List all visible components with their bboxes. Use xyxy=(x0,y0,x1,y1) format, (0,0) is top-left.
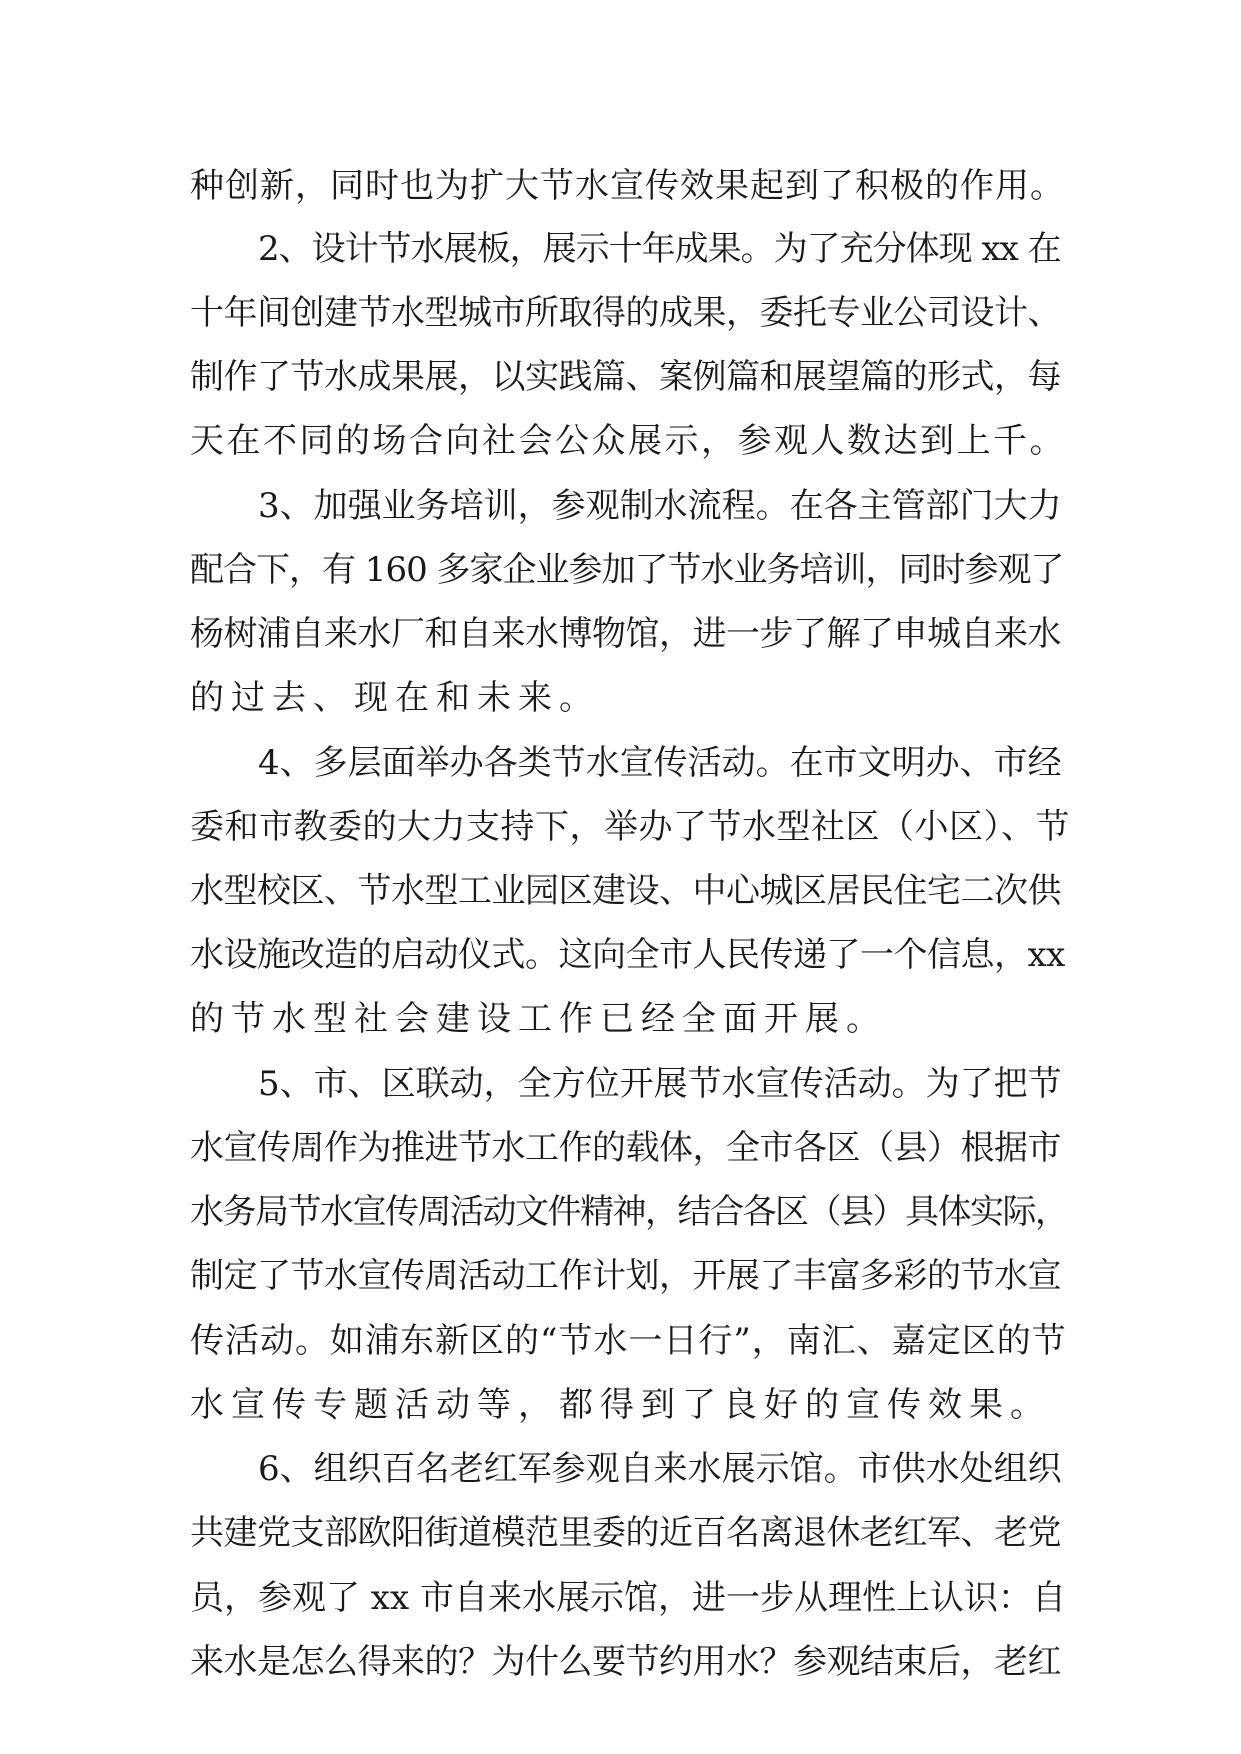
paragraph-2-line-1: 2、设计节水展板，展示十年成果。为了充分体现 xx 在 xyxy=(258,229,1061,269)
paragraph-3-line-1: 3、加强业务培训，参观制水流程。在各主管部门大力 xyxy=(258,486,1062,526)
paragraph-4-line-4: 水设施改造的启动仪式。这向全市人民传递了一个信息，xx xyxy=(190,935,1065,975)
paragraph-5-line-2: 水宣传周作为推进节水工作的载体，全市各区（县）根据市 xyxy=(190,1128,1061,1168)
paragraph-4-line-3: 水型校区、节水型工业园区建设、中心城区居民住宅二次供 xyxy=(190,871,1061,911)
paragraph-5-line-1: 5、市、区联动，全方位开展节水宣传活动。为了把节 xyxy=(258,1064,1062,1104)
paragraph-5-line-6: 水宣传专题活动等，都得到了良好的宣传效果。 xyxy=(190,1385,1051,1425)
paragraph-3-line-2: 配合下，有 160 多家企业参加了节水业务培训，同时参观了 xyxy=(190,550,1064,590)
paragraph-4-line-1: 4、多层面举办各类节水宣传活动。在市文明办、市经 xyxy=(258,743,1062,783)
paragraph-6-line-4: 来水是怎么得来的？为什么要节约用水？参观结束后，老红 xyxy=(190,1642,1061,1682)
paragraph-4-line-2: 委和市教委的大力支持下，举办了节水型社区（小区）、节 xyxy=(190,807,1070,847)
paragraph-5-line-4: 制定了节水宣传周活动工作计划，开展了丰富多彩的节水宣 xyxy=(190,1256,1061,1296)
paragraph-5-line-5: 传活动。如浦东新区的“节水一日行”，南汇、嘉定区的节 xyxy=(190,1321,1067,1361)
paragraph-6-line-1: 6、组织百名老红军参观自来水展示馆。市供水处组织 xyxy=(258,1449,1062,1489)
paragraph-2-line-3: 制作了节水成果展，以实践篇、案例篇和展望篇的形式，每 xyxy=(190,357,1061,397)
paragraph-3-line-4: 的过去、现在和未来。 xyxy=(190,678,600,718)
paragraph-6-line-2: 共建党支部欧阳街道模范里委的近百名离退休老红军、老党 xyxy=(190,1513,1061,1553)
text-line-1: 种创新，同时也为扩大节水宣传效果起到了积极的作用。 xyxy=(190,166,1065,206)
paragraph-6-line-3: 员，参观了 xx 市自来水展示馆，进一步从理性上认识：自 xyxy=(190,1578,1066,1618)
paragraph-5-line-3: 水务局节水宣传周活动文件精神，结合各区（县）具体实际， xyxy=(190,1192,1068,1232)
paragraph-4-line-5: 的节水型社会建设工作已经全面开展。 xyxy=(190,999,887,1039)
paragraph-2-line-4: 天在不同的场合向社会公众展示，参观人数达到上千。 xyxy=(190,421,1066,461)
paragraph-3-line-3: 杨树浦自来水厂和自来水博物馆，进一步了解了申城自来水 xyxy=(190,614,1061,654)
paragraph-2-line-2: 十年间创建节水型城市所取得的成果，委托专业公司设计、 xyxy=(190,293,1061,333)
